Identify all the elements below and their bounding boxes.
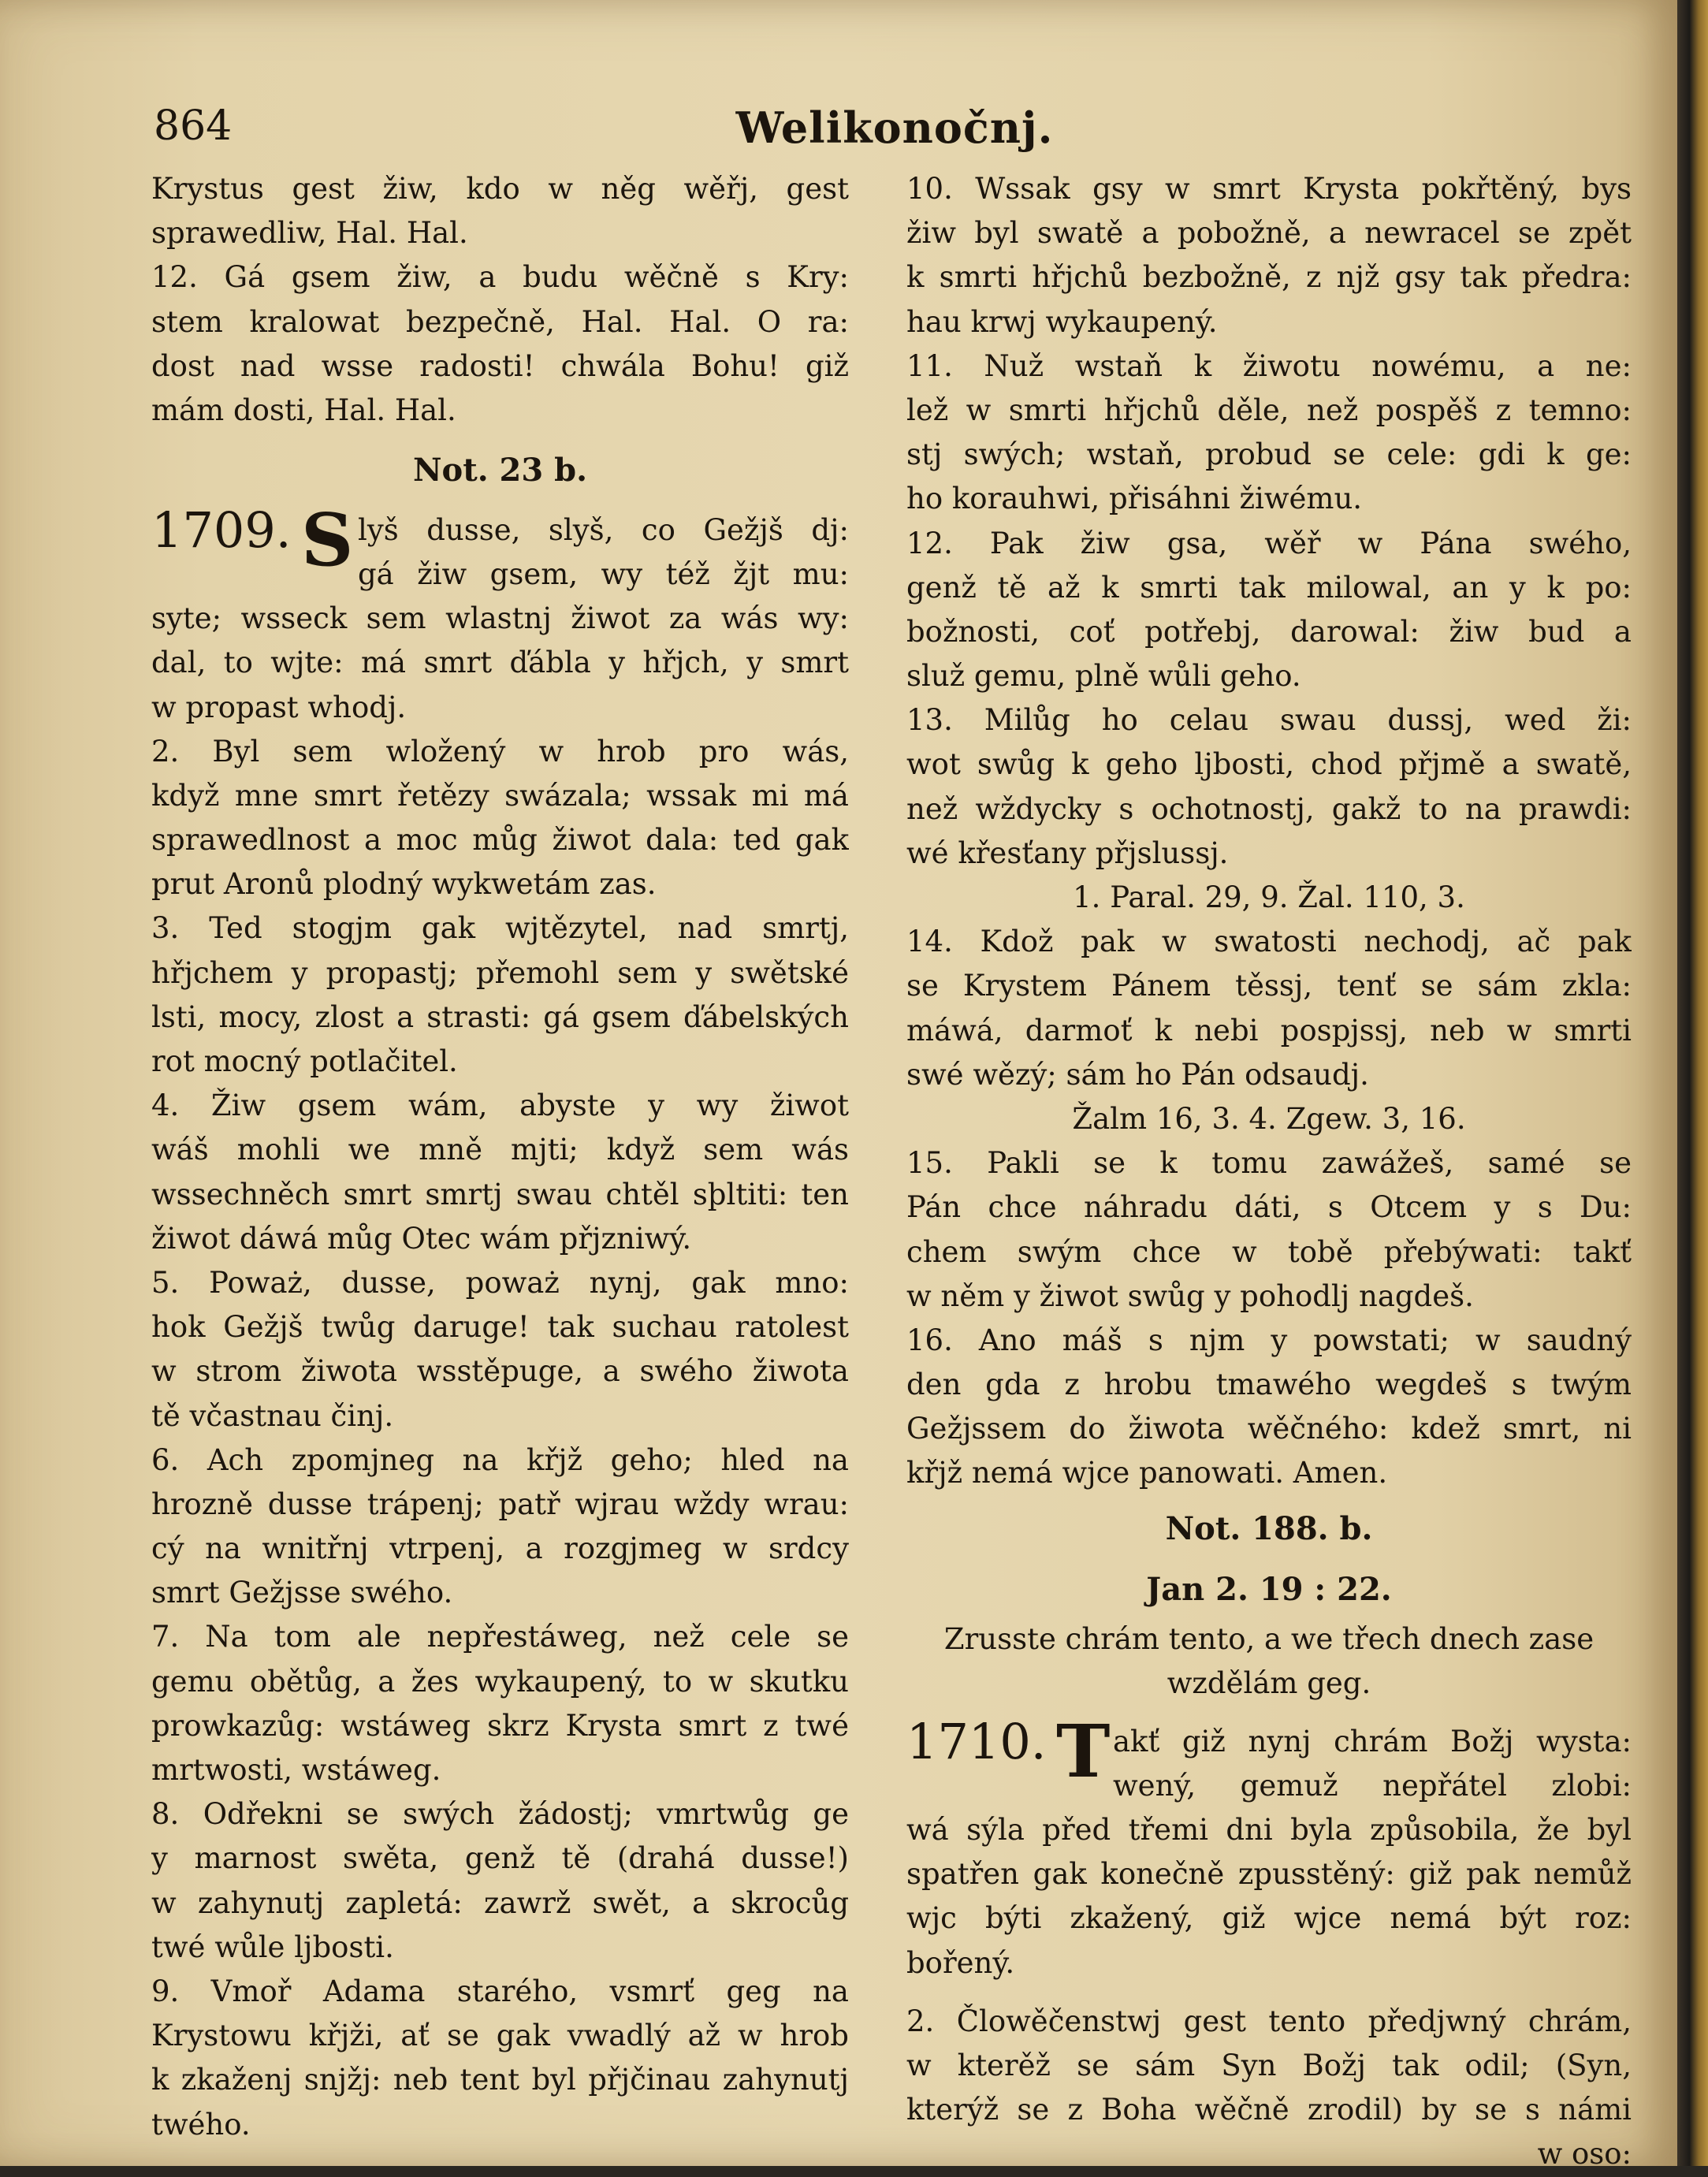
page-number: 864 <box>154 102 233 150</box>
text-line: wé křesťany přjslussj. <box>906 835 1229 870</box>
running-head <box>154 102 1635 158</box>
text-line: wjc býti zkažený, giž wjce nemá být roz: <box>906 1901 1632 1936</box>
text-line: služ gemu, plně wůli geho. <box>906 659 1301 694</box>
text-line: k zkaženj snjžj: neb tent byl přjčinau zahynutj <box>151 2063 849 2097</box>
text-line: 4. Žiw gsem wám, abyste y wy žiwot <box>151 1088 849 1123</box>
text-line: chem swým chce w tobě přebýwati: takť <box>906 1234 1632 1269</box>
text-line: 11. Nuž wstaň k žiwotu nowému, a ne: <box>906 348 1632 383</box>
text-line: 16. Ano máš s njm y powstati; w saudný <box>906 1323 1632 1357</box>
text-line: 3. Ted stogjm gak wjtězytel, nad smrtj, <box>151 911 849 946</box>
hymn-number: 1709. <box>151 501 292 560</box>
scripture-reference: Žalm 16, 3. 4. Zgew. 3, 16. <box>1072 1101 1466 1136</box>
text-line: hrozně dusse trápenj; patř wjrau wždy wrau: <box>151 1487 849 1521</box>
text-line: bořený. <box>906 1945 1015 1980</box>
section-heading: Not. 188. b. <box>1165 1509 1373 1547</box>
text-line: lsti, mocy, zlost a strasti: gá gsem ďábelských <box>151 999 849 1034</box>
text-line: 2. Člowěčenstwj gest tento předjwný chrám, <box>906 2004 1632 2038</box>
text-line: y marnost swěta, genž tě (drahá dusse!) <box>151 1841 849 1876</box>
text-line: se Krystem Pánem těssj, tenť se sám zkla: <box>906 969 1632 1003</box>
text-line: Pán chce náhradu dáti, s Otcem y s Du: <box>906 1190 1632 1225</box>
section-heading: Not. 23 b. <box>412 452 588 489</box>
text-line: rot mocný potlačitel. <box>151 1044 458 1078</box>
text-line: stem kralowat bezpečně, Hal. Hal. O ra: <box>151 304 849 339</box>
spacer <box>906 1985 1632 2000</box>
text-line: swé wězý; sám ho Pán odsaudj. <box>906 1057 1369 1092</box>
drop-cap: T <box>1056 1709 1111 1794</box>
text-line: akť giž nynj chrám Božj wysta: <box>1113 1725 1632 1758</box>
text-line: sprawedliw, Hal. Hal. <box>151 216 468 251</box>
text-line: lež w smrti hřjchů děle, než pospěš z temno: <box>906 393 1632 427</box>
text-line: 12. Gá gsem žiw, a budu wěčně s Kry: <box>151 260 849 295</box>
text-line: dal, to wjte: má smrt ďábla y hřjch, y smrt <box>151 646 849 680</box>
text-line: wáš mohli we mně mjti; když sem wás <box>151 1133 849 1167</box>
right-column <box>906 167 1632 2177</box>
text-line: smrt Gežjsse swého. <box>151 1576 453 1610</box>
text-line: než wždycky s ochotnostj, gakž to na prawdi: <box>906 791 1632 826</box>
text-line: w strom žiwota wsstěpuge, a swého žiwota <box>151 1354 849 1389</box>
text-line: 8. Odřekni se swých žádostj; vmrtwůg ge <box>151 1797 849 1832</box>
text-line: genž tě až k smrti tak milowal, an y k po: <box>906 570 1632 605</box>
text-line: prut Aronů plodný wykwetám zas. <box>151 867 657 902</box>
text-line: žiw byl swatě a pobožně, a newracel se zpět <box>906 216 1632 251</box>
text-line: wssechněch smrt smrtj swau chtěl sþltiti: ten <box>151 1177 849 1211</box>
text-line: Krystowu křjži, ať se gak vwadlý až w hrob <box>151 2019 849 2053</box>
left-column <box>151 167 849 2147</box>
text-line: twé wůle ljbosti. <box>151 1930 394 1964</box>
text-line: žiwot dáwá můg Otec wám přjzniwý. <box>151 1221 692 1256</box>
text-line: syte; wsseck sem wlastnj žiwot za wás wy: <box>151 601 849 636</box>
text-line: cý na wnitřnj vtrpenj, a rozgjmeg w srdcy <box>151 1531 849 1566</box>
text-line: wený, gemuž nepřátel zlobi: <box>1113 1769 1632 1803</box>
text-line: hau krwj wykaupený. <box>906 304 1218 339</box>
text-line: 14. Kdož pak w swatosti nechodj, ač pak <box>906 925 1632 959</box>
text-line: lyš dusse, slyš, co Gežjš dj: <box>358 513 849 548</box>
text-line: 6. Ach zpomjneg na křjž geho; hled na <box>151 1442 849 1477</box>
text-line: Krystus gest žiw, kdo w něg wěřj, gest <box>151 172 849 206</box>
text-line: w propast whodj. <box>151 690 407 724</box>
text-line: 15. Pakli se k tomu zawážeš, samé se <box>906 1146 1632 1181</box>
text-line: wá sýla před třemi dni byla způsobila, že byl <box>906 1813 1632 1847</box>
text-line: mrtwosti, wstáweg. <box>151 1753 441 1787</box>
text-line: stj swých; wstaň, probud se cele: gdi k ge: <box>906 437 1632 472</box>
text-line: máwá, darmoť k nebi pospjssj, neb w smrti <box>906 1013 1632 1048</box>
text-line: twého. <box>151 2107 251 2142</box>
text-line: w kterěž se sám Syn Božj tak odil; (Syn, <box>906 2048 1632 2082</box>
text-line: w něm y žiwot swůg y pohodlj nagdeš. <box>906 1278 1474 1313</box>
text-line: 12. Pak žiw gsa, wěř w Pána swého, <box>906 526 1632 560</box>
text-line: 10. Wssak gsy w smrt Krysta pokřtěný, bys <box>906 172 1632 206</box>
text-line: Gežjssem do žiwota wěčného: kdež smrt, ni <box>906 1412 1632 1446</box>
text-line: tě včastnau činj. <box>151 1398 394 1433</box>
motto-line: wzdělám geg. <box>1167 1665 1371 1700</box>
running-title: Welikonočnj. <box>735 102 1054 153</box>
text-line: prowkazůg: wstáweg skrz Krysta smrt z twé <box>151 1708 849 1743</box>
text-line: spatřen gak konečně zpusstěný: giž pak nemůž <box>906 1857 1632 1892</box>
text-line: kterýž se z Boha wěčně zrodil) by se s námi <box>906 2093 1632 2127</box>
text-line: gemu obětůg, a žes wykaupený, to w skutku <box>151 1664 849 1699</box>
text-line: hok Gežjš twůg daruge! tak suchau ratolest <box>151 1310 849 1345</box>
drop-cap: S <box>301 497 354 583</box>
text-line: gá žiw gsem, wy též žjt mu: <box>358 557 849 592</box>
text-line: ho korauhwi, přisáhni žiwému. <box>906 482 1363 516</box>
text-line: mám dosti, Hal. Hal. <box>151 393 456 427</box>
motto-line: Zrusste chrám tento, a we třech dnech zase <box>943 1621 1595 1656</box>
text-line: křjž nemá wjce panowati. Amen. <box>906 1456 1388 1490</box>
text-line: wot swůg k geho ljbosti, chod přjmě a swatě, <box>906 747 1632 782</box>
catchword: w oso: <box>1537 2137 1632 2171</box>
text-line: w zahynutj zapletá: zawrž swět, a skrocůg <box>151 1885 849 1920</box>
text-line: božnosti, coť potřebj, darowal: žiw bud a <box>906 614 1632 649</box>
adjacent-page-edge <box>1677 0 1708 2166</box>
scripture-heading: Jan 2. 19 : 22. <box>1146 1570 1392 1608</box>
text-line: hřjchem y propastj; přemohl sem y swětské <box>151 955 849 990</box>
text-line: 7. Na tom ale nepřestáweg, než cele se <box>151 1620 849 1654</box>
scripture-reference: 1. Paral. 29, 9. Žal. 110, 3. <box>1073 880 1465 914</box>
hymn-start <box>906 1709 1632 1808</box>
hymn-number: 1710. <box>906 1713 1047 1770</box>
text-line: 13. Milůg ho celau swau dussj, wed ži: <box>906 703 1632 738</box>
text-line: k smrti hřjchů bezbožně, z njž gsy tak předra: <box>906 260 1632 295</box>
hymn-start <box>151 497 849 597</box>
text-line: 5. Poważ, dusse, poważ nynj, gak mno: <box>151 1265 849 1300</box>
text-line: den gda z hrobu tmawého wegdeš s twým <box>906 1368 1632 1402</box>
text-line: 2. Byl sem wložený w hrob pro wás, <box>151 734 849 768</box>
text-line: dost nad wsse radosti! chwála Bohu! giž <box>151 348 849 383</box>
text-line: 9. Vmoř Adama starého, vsmrť geg na <box>151 1974 849 2008</box>
text-line: když mne smrt řetězy swázala; wssak mi má <box>151 778 849 813</box>
text-line: sprawedlnost a moc můg žiwot dala: ted gak <box>151 823 849 858</box>
